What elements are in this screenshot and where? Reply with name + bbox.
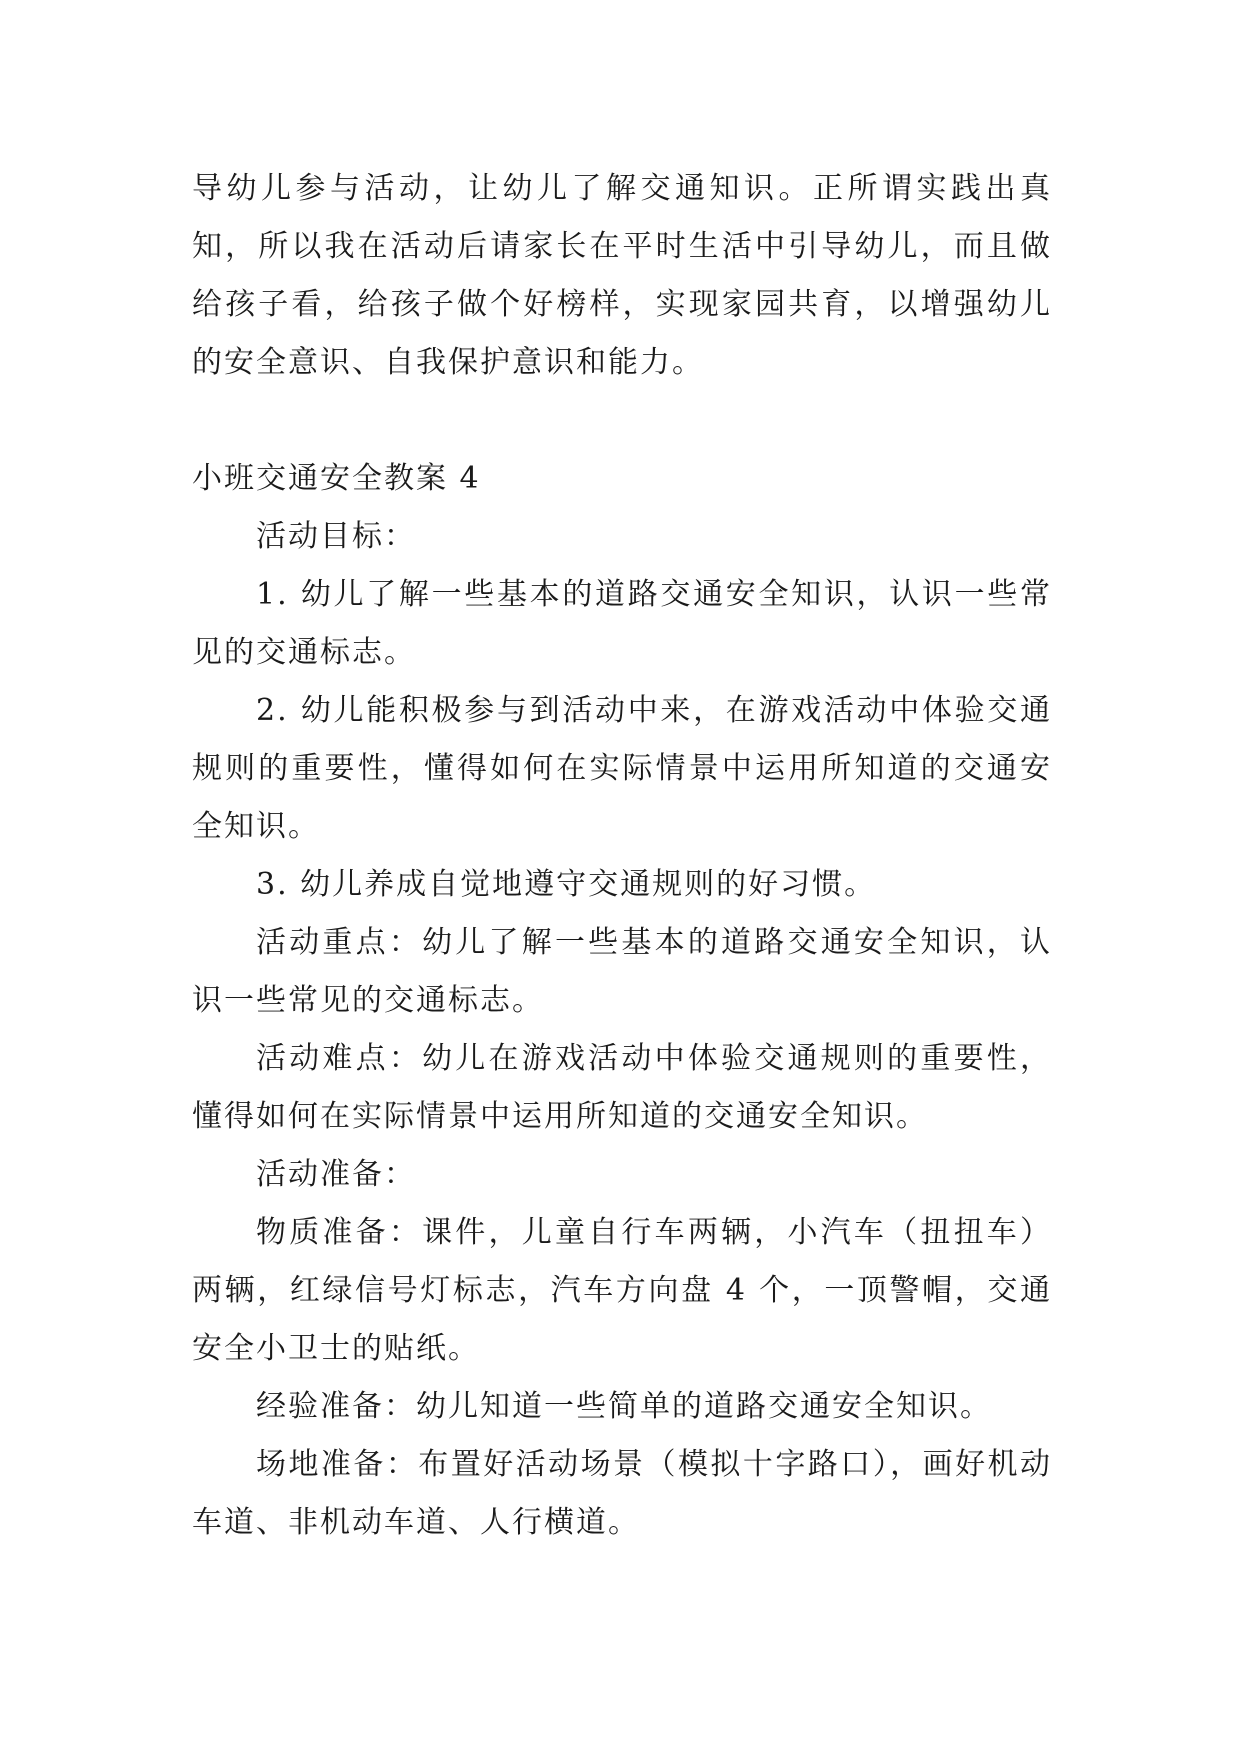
paragraph-material-prep: 物质准备：课件，儿童自行车两辆，小汽车（扭扭车）两辆，红绿信号灯标志，汽车方向盘 4 个，一顶警帽，交通安全小卫士的贴纸。 bbox=[192, 1215, 1052, 1366]
paragraph-venue-prep: 场地准备：布置好活动场景（模拟十字路口），画好机动车道、非机动车道、人行横道。 bbox=[192, 1447, 1052, 1540]
paragraph-goal-2: 2. 幼儿能积极参与到活动中来，在游戏活动中体验交通规则的重要性，懂得如何在实际情景中运用所知道的交通安全知识。 bbox=[192, 693, 1052, 844]
paragraph-preparation-label: 活动准备： bbox=[256, 1157, 416, 1192]
document-body bbox=[192, 160, 1052, 1552]
paragraph-goal-1: 1. 幼儿了解一些基本的道路交通安全知识，认识一些常见的交通标志。 bbox=[192, 577, 1052, 670]
paragraph-goal-3: 3. 幼儿养成自觉地遵守交通规则的好习惯。 bbox=[256, 867, 877, 902]
paragraph-difficulty: 活动难点：幼儿在游戏活动中体验交通规则的重要性，懂得如何在实际情景中运用所知道的交通安全知识。 bbox=[192, 1041, 1052, 1134]
paragraph-key-point: 活动重点：幼儿了解一些基本的道路交通安全知识，认识一些常见的交通标志。 bbox=[192, 925, 1052, 1018]
intro-paragraph: 导幼儿参与活动，让幼儿了解交通知识。正所谓实践出真知，所以我在活动后请家长在平时生活中引导幼儿，而且做给孩子看，给孩子做个好榜样，实现家园共育，以增强幼儿的安全意识、自我保护意识和能力。 bbox=[192, 171, 1052, 380]
section-title: 小班交通安全教案 4 bbox=[192, 461, 481, 496]
paragraph-experience-prep: 经验准备：幼儿知道一些简单的道路交通安全知识。 bbox=[256, 1389, 992, 1424]
paragraph-goals-label: 活动目标： bbox=[256, 519, 416, 554]
